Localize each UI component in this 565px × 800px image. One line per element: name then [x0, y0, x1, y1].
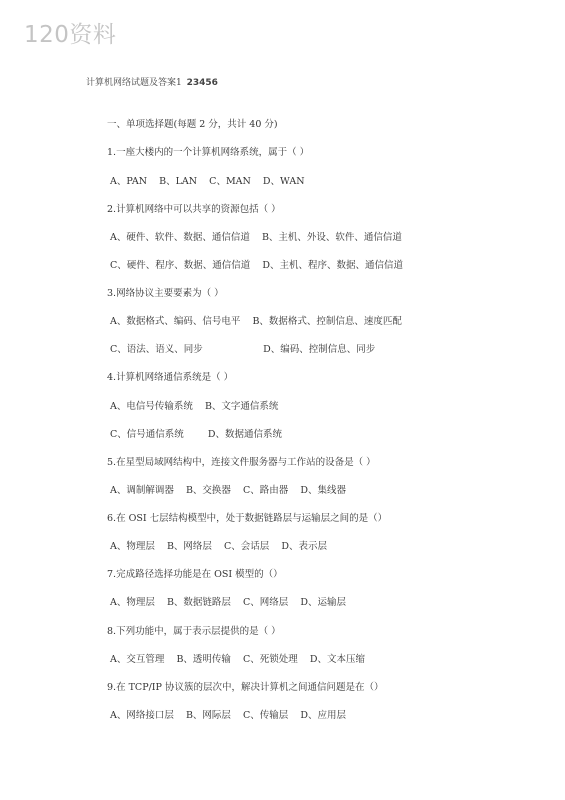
question-stem: 7.完成路径选择功能是在 OSI 模型的（） — [107, 569, 283, 580]
question-stem: 6.在 OSI 七层结构模型中，处于数据链路层与运输层之间的是（） — [107, 513, 388, 524]
question-stem: 3.网络协议主要要素为（ ） — [107, 288, 224, 299]
question-stem: 4.计算机网络通信系统是（ ） — [107, 372, 234, 383]
question-stem: 5.在星型局域网结构中，连接文件服务器与工作站的设备是（ ） — [107, 457, 376, 468]
document-title-number: 23456 — [186, 78, 218, 88]
question-stem: 8.下列功能中，属于表示层提供的是（ ） — [107, 626, 281, 637]
question-options: A、调制解调器 B、交换器 C、路由器 D、集线器 — [110, 485, 346, 496]
question-stem: 1.一座大楼内的一个计算机网络系统，属于（ ） — [107, 147, 310, 158]
question-options: A、PAN B、LAN C、MAN D、WAN — [110, 176, 305, 187]
question-options: C、信号通信系统 D、数据通信系统 — [110, 429, 283, 440]
question-stem: 9.在 TCP/IP 协议簇的层次中，解决计算机之间通信问题是在（） — [107, 682, 384, 693]
question-options: A、物理层 B、数据链路层 C、网络层 D、运输层 — [110, 597, 346, 608]
question-options: A、物理层 B、网络层 C、会话层 D、表示层 — [110, 541, 327, 552]
question-options: A、数据格式、编码、信号电平 B、数据格式、控制信息、速度匹配 — [110, 316, 402, 327]
question-options: C、语法、语义、同步 D、编码、控制信息、同步 — [110, 344, 376, 355]
document-title-text: 计算机网络试题及答案1 — [86, 78, 182, 88]
question-options: A、交互管理 B、透明传输 C、死锁处理 D、文本压缩 — [110, 654, 365, 665]
question-stem: 2.计算机网络中可以共享的资源包括（ ） — [107, 204, 281, 215]
question-options: A、电信号传输系统 B、文字通信系统 — [110, 401, 279, 412]
document-title — [86, 75, 218, 88]
question-options: A、网络接口层 B、网际层 C、传输层 D、应用层 — [110, 710, 346, 721]
question-options: A、硬件、软件、数据、通信信道 B、主机、外设、软件、通信信道 — [110, 232, 402, 243]
section-heading: 一、单项选择题(每题 2 分，共计 40 分) — [107, 119, 278, 130]
question-options: C、硬件、程序、数据、通信信道 D、主机、程序、数据、通信信道 — [110, 260, 403, 271]
watermark-logo: 120资料 — [24, 22, 117, 48]
